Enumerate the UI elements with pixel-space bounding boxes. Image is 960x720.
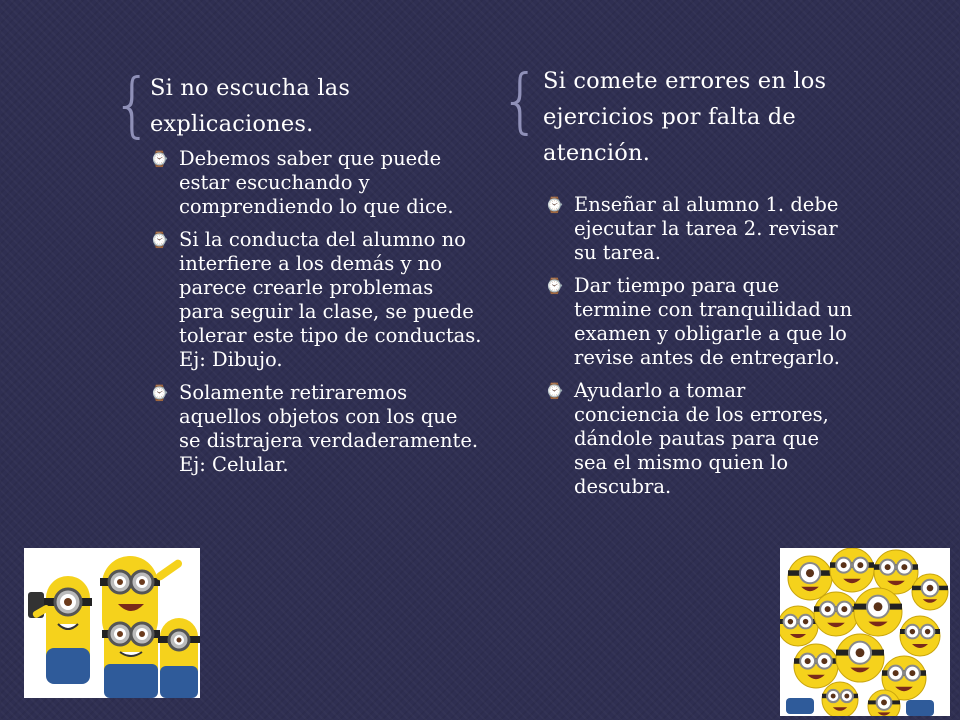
minion-overalls (786, 698, 814, 714)
minions-selfie-image (24, 548, 200, 698)
minion-head (836, 634, 884, 682)
list-item-text: Enseñar al alumno 1. debe ejecutar la tarea 2. revisar su tarea. (574, 193, 839, 264)
list-item (543, 193, 853, 265)
watch-icon: ⌚ (150, 384, 169, 402)
left-brace-decoration: { (112, 64, 153, 146)
left-column-heading: Si no escucha las explicaciones. (150, 75, 351, 137)
list-item (148, 381, 483, 477)
watch-icon: ⌚ (545, 277, 564, 295)
right-column-heading: Si comete errores en los ejercicios por falta de atención. (543, 68, 827, 166)
list-item-text: Dar tiempo para que termine con tranquilidad un examen y obligarle a que lo revise antes de entregarlo. (574, 274, 853, 369)
list-item (148, 147, 483, 219)
watch-icon: ⌚ (545, 382, 564, 400)
minions-crowd-image (780, 548, 950, 716)
left-bullet-list (148, 147, 483, 486)
minion-head (868, 690, 900, 716)
watch-icon: ⌚ (150, 231, 169, 249)
right-brace-decoration: { (500, 60, 541, 142)
list-item-text: Ayudarlo a tomar conciencia de los errores, dándole pautas para que sea el mismo quien lo descubra. (574, 379, 829, 498)
minion-figure (158, 618, 200, 698)
minion-head (822, 682, 858, 716)
list-item-text: Solamente retiraremos aquellos objetos con los que se distrajera verdaderamente. Ej: Celular. (179, 381, 479, 476)
minion-overalls (906, 700, 934, 716)
list-item-text: Si la conducta del alumno no interfiere a los demás y no parece crearle problemas para seguir la clase, se puede tolerar este tipo de conductas. Ej: Dibujo. (179, 228, 482, 371)
right-bullet-list (543, 193, 853, 508)
list-item (543, 379, 853, 499)
minion-head (854, 588, 902, 636)
watch-icon: ⌚ (545, 196, 564, 214)
list-item-text: Debemos saber que puede estar escuchando y comprendiendo lo que dice. (179, 147, 454, 218)
watch-icon: ⌚ (150, 150, 169, 168)
minion-head (900, 616, 940, 656)
minion-figure (102, 612, 160, 698)
minion-head (874, 550, 918, 594)
list-item (148, 228, 483, 372)
minion-head (780, 606, 818, 646)
list-item (543, 274, 853, 370)
minion-head (794, 644, 838, 688)
minion-head (912, 574, 948, 610)
minions-crowd-illustration (780, 548, 950, 716)
minion-head (814, 592, 858, 636)
minion-head (788, 556, 832, 600)
minions-selfie-illustration (24, 548, 200, 698)
minion-head (830, 548, 874, 592)
